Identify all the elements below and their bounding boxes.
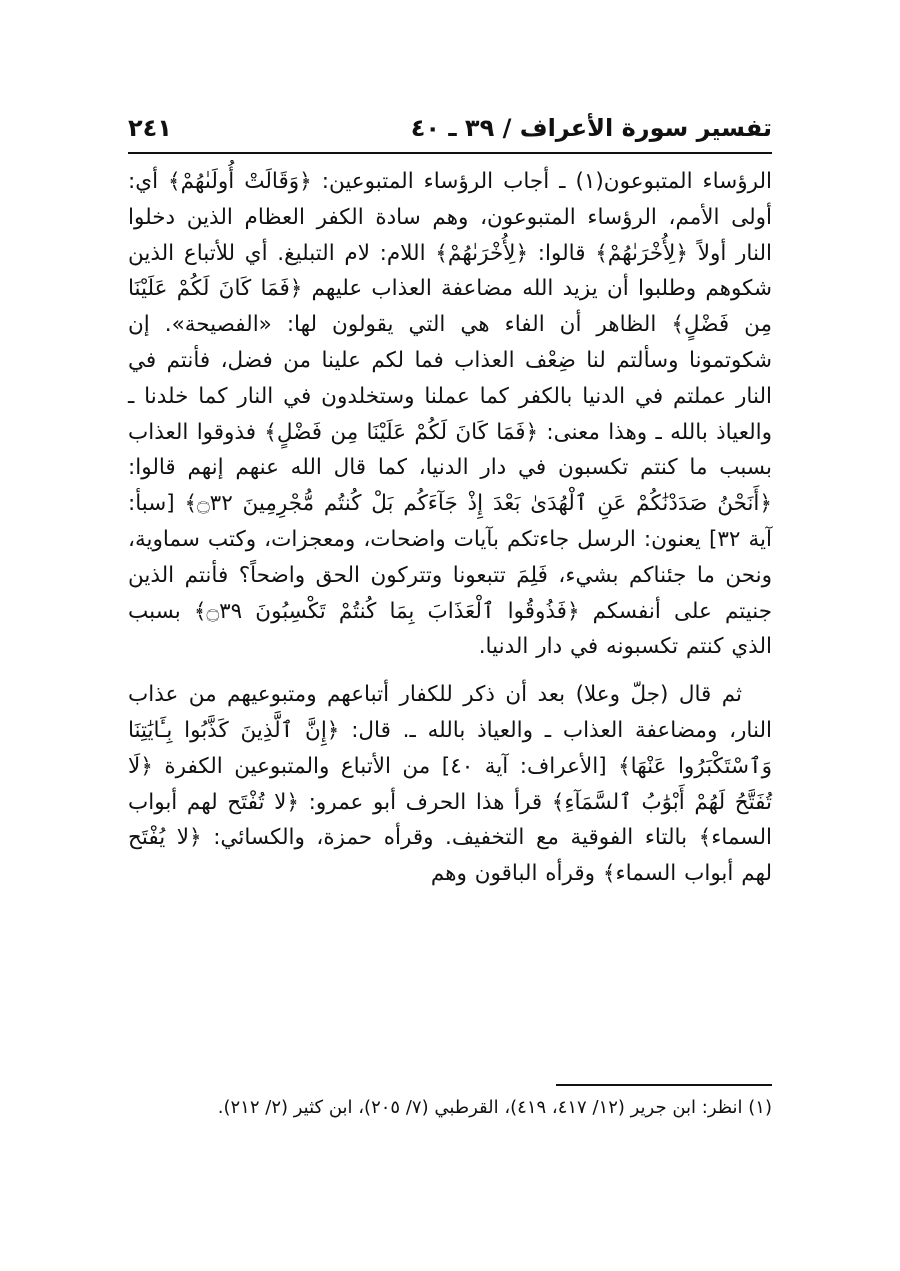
main-text [128,164,772,892]
footnotes [128,1092,772,1124]
footnote: (١) انظر: ابن جرير (١٢/ ٤١٧، ٤١٩)، القرطبي (٧/ ٢٠٥)، ابن كثير (٢/ ٢١٢). [217,1097,772,1118]
paragraph: ثم قال (جلّ وعلا) بعد أن ذكر للكفار أتباعهم ومتبوعيهم من عذاب النار، ومضاعفة العذاب ـ والعياذ بالله ـ. قال: ﴿إِنَّ ٱلَّذِينَ كَذَّبُوا بِـَٔايَٰتِنَا وَٱسْتَكْبَرُوا عَنْهَا﴾ [الأعراف: آية ٤٠] من الأتباع والمتبوعين الكفرة ﴿لَا تُفَتَّحُ لَهُمْ أَبْوَٰبُ ٱلسَّمَآءِ﴾ قرأ هذا الحرف أبو عمرو: ﴿لا تُفْتَح لهم أبواب السماء﴾ بالتاء الفوقية مع التخفيف. وقرأه حمزة، والكسائي: ﴿لا يُفْتَح لهم أبواب السماء﴾ وقرأه الباقون وهم [128,682,773,887]
running-header [128,108,772,148]
footnote-rule [556,1084,772,1086]
paragraph: الرؤساء المتبوعون(١) ـ أجاب الرؤساء المتبوعين: ﴿وَقَالَتْ أُولَىٰهُمْ﴾ أي: أولى الأمم، الرؤساء المتبوعون، وهم سادة الكفر العظام الذين دخلوا النار أولاً ﴿لِأُخْرَىٰهُمْ﴾ قالوا: ﴿لِأُخْرَىٰهُمْ﴾ اللام: لام التبليغ. أي للأتباع الذين شكوهم وطلبوا أن يزيد الله مضاعفة العذاب عليهم ﴿فَمَا كَانَ لَكُمْ عَلَيْنَا مِن فَضْلٍ﴾ الظاهر أن الفاء هي التي يقولون لها: «الفصيحة». إن شكوتمونا وسألتم لنا ضِعْف العذاب فما لكم علينا من فضل، فأنتم في النار عملتم في الدنيا بالكفر كما عملنا وستخلدون في النار كما خلدنا ـ والعياذ بالله ـ وهذا معنى: ﴿فَمَا كَانَ لَكُمْ عَلَيْنَا مِن فَضْلٍ﴾ فذوقوا العذاب بسبب ما كنتم تكسبون في دار الدنيا، كما قال الله عنهم إنهم قالوا: ﴿أَنَحْنُ صَدَدْنَٰكُمْ عَنِ ٱلْهُدَىٰ بَعْدَ إِذْ جَآءَكُم بَلْ كُنتُم مُّجْرِمِينَ ۝٣٢﴾ [سبأ: آية ٣٢] يعنون: الرسل جاءتكم بآيات واضحات، ومعجزات، وكتب سماوية، ونحن ما جئناكم بشيء، فَلِمَ تتبعونا وتتركون الحق واضحاً؟ فأنتم الذين جنيتم على أنفسكم ﴿فَذُوقُوا ٱلْعَذَابَ بِمَا كُنتُمْ تَكْسِبُونَ ۝٣٩﴾ بسبب الذي كنتم تكسبونه في دار الدنيا. [128,169,773,660]
page-number: ٢٤١ [128,114,172,142]
header-rule [128,152,772,154]
header-title: تفسير سورة الأعراف / ٣٩ ـ ٤٠ [410,114,772,142]
